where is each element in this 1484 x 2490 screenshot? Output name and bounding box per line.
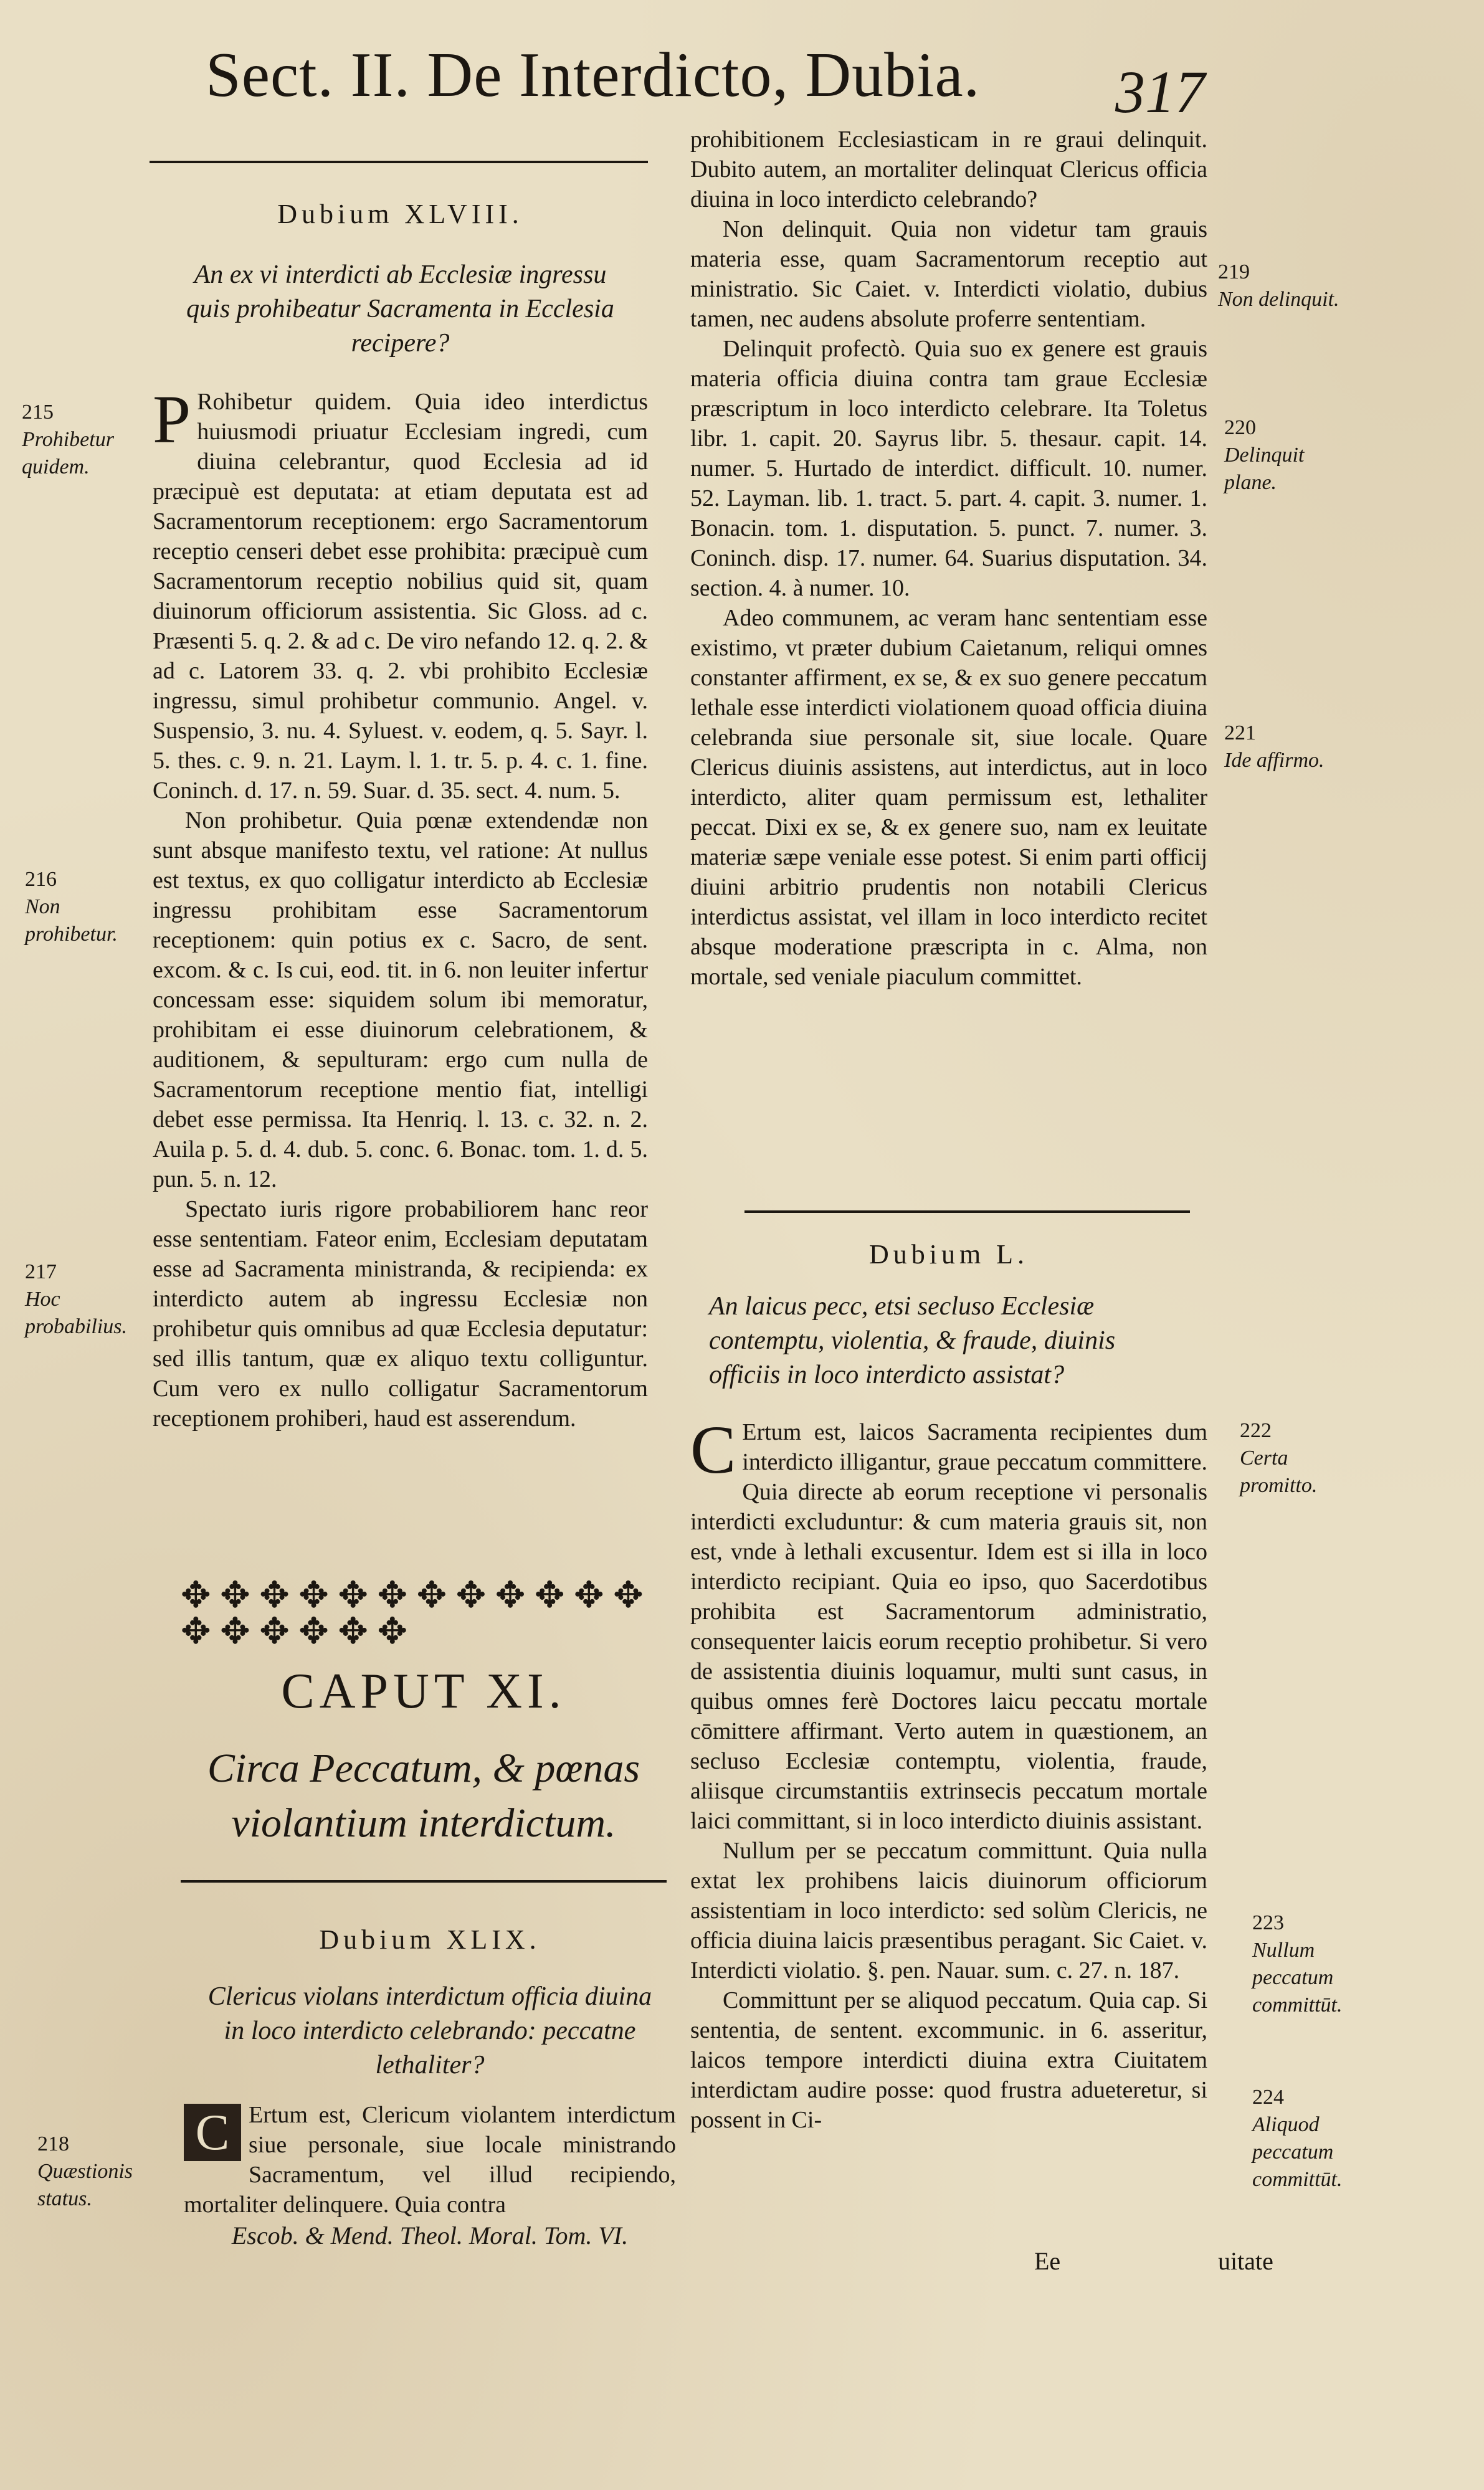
paragraph-218-text: Ertum est, Clericum violantem interdictum siue personale, siue locale ministrando Sacramentum, vel illud recipiendo, mortaliter delinquere. Quia contra [184,2102,676,2218]
paragraph-220: Delinquit profectò. Quia suo ex genere est grauis materia officia diuina contra tam graue Ecclesiæ præscriptum in loco interdicto celebrare. Ita Toletus libr. 1. capit. 20. Sayrus libr. 5. thesaur. capit. 14. numer. 5. Hurtado de interdict. difficult. 10. numer. 52. Layman. lib. 1. tract. 5. part. 4. capit. 3. numer. 1. Bonacin. tom. 1. disputation. 5. punct. 7. numer. 3. Coninch. disp. 17. numer. 64. Suarius disputation. 34. section. 4. à numer. 10. [690,336,1207,601]
paragraph-219: Non delinquit. Quia non videtur tam grauis materia esse, quam Sacramentorum receptio aut ministratio. Sic Caiet. v. Interdicti violatio, dubius tamen, nec audens absolute proferre sententiam. [690,216,1207,332]
paragraph-216: Non prohibetur. Quia pœnæ extendendæ non sunt absque manifesto textu, vel ratione: At nullus est textus, ex quo colligatur interdicto ab Ecclesiæ ingressu prohibitam esse Sacramentorum receptionem: quin potius ex c. Sacro, de sent. excom. & c. Is cui, eod. tit. in 6. non leuiter infertur concessam esse: siquidem solum ibi memoratur, prohibitam ei esse diuinorum celebrationem, & auditionem, & sepulturam: ergo cum nulla de Sacramentorum receptione mentio fiat, intelligi debet esse permissa. Ita Henriq. l. 13. c. 32. n. 2. Auila p. 5. d. 4. dub. 5. conc. 6. Bonac. tom. 1. d. 5. pun. 5. n. 12. [153,807,648,1192]
paragraph-217: Spectato iuris rigore probabiliorem hanc reor esse sententiam. Fateor enim, Ecclesiam deputatam esse ad Sacramenta ministranda, & recipienda: ex interdicto autem ab ingressu Ecclesiæ non prohibetur quis omnibus ad quæ Ecclesia deputatur: sed illis tantum, quæ ex aliquo textu colliguntur. Cum vero ex nullo colligatur Sacramentorum receptionem prohiberi, haud est asserendum. [153,1196,648,1432]
margin-text: Non delinquit. [1218,288,1339,311]
margin-text: Ide affirmo. [1224,749,1325,772]
dubium-50-heading: Dubium L. [868,1239,1029,1270]
dubium-49-question: Clericus violans interdictum officia diuina in loco interdicto celebrando: peccatne lethaliter? [207,1982,652,2079]
margin-note-224 [1252,2084,1377,2193]
ornament-row: ✥ ✥ ✥ ✥ ✥ ✥ ✥ ✥ ✥ ✥ ✥ ✥ ✥ ✥ ✥ ✥ ✥ ✥ [181,1575,644,1651]
margin-note-215 [22,399,121,481]
margin-text: Certa promitto. [1240,1447,1318,1497]
paragraph-222-text: Ertum est, laicos Sacramenta recipientes dum interdicto illigantur, graue peccatum committere. Quia directe ab eorum receptione vi personalis interdicti excluduntur: & cum materia grauis sit, non est, vnde à lethali excusentur. Idem est si illa in loco interdicto recipiant. Quia eo ipso, quo Sacerdotibus prohibita est Sacramentorum administratio, consequenter laicis eorum receptio prohibetur. Si vero de assistentia diuinis loquamur, multi sunt casus, in quibus omnes ferè Doctores laicu peccatu mortale cōmittere affirmant. Verto autem in quæstionem, an secluso Ecclesiæ contemptu, violentia, fraude, aliisque circumstantiis extrinsecis peccatum mortale laici committant, si in loco interdicto diuinis assistant. [690,1419,1207,1834]
paragraph-224: Committunt per se aliquod peccatum. Quia cap. Si sententia, de sentent. excommunic. in 6. asseritur, laicos tempore interdicti diuina extra Ciuitatem interdictam audire posse: quod frustra adueteretur, si possent in Ci- [690,1987,1207,2133]
paragraph-221: Adeo communem, ac veram hanc sententiam esse existimo, vt præter dubium Caietanum, reliqui omnes constanter affirment, ex se, & ex suo genere peccatum lethale esse interdicti violationem quoad officia diuina celebranda siue personale sit, siue locale. Quare Clericus diuinis assistens, aut interdictus, aut in loco interdicto, aliter quam permissum est, lethaliter peccat. Dixi ex se, & ex genere suo, nam ex leuitate materiæ sæpe veniale esse potest. Si enim parti officij diuini arbitrio prudentis non notabili Clericus interdictus assistat, vel illam in loco interdicto recitet absque moderatione præscripta in c. Alma, non mortale, sed veniale piaculum committet. [690,605,1207,990]
page-number: 317 [1115,59,1205,125]
rule-left-top [150,161,648,163]
margin-note-219 [1218,259,1343,313]
margin-note-220 [1224,414,1349,497]
margin-number: 215 [22,401,54,424]
margin-text: Non prohibetur. [25,895,118,946]
margin-number: 216 [25,868,57,891]
caput-block [181,1666,667,1851]
margin-number: 223 [1252,1911,1284,1934]
drop-capital-p: P [153,381,191,457]
margin-note-221 [1224,720,1361,774]
paragraph-continued: prohibitionem Ecclesiasticam in re graui delinquit. Dubito autem, an mortaliter delinquat Clericus officia diuina in loco interdicto celebrando? [690,126,1207,212]
footer-signature-line: Escob. & Mend. Theol. Moral. Tom. VI. [231,2222,629,2250]
margin-number: 217 [25,1260,57,1283]
margin-text: Delinquit plane. [1224,444,1305,494]
signature-mark: Ee [1034,2247,1061,2275]
dubium-50-question: An laicus pecc, etsi secluso Ecclesiæ contemptu, violentia, & fraude, diuinis officiis in loco interdicto assistat? [709,1292,1116,1389]
right-column-bottom [690,1240,1207,2135]
margin-number: 220 [1224,416,1256,439]
margin-number: 221 [1224,721,1256,744]
margin-number: 222 [1240,1419,1272,1442]
margin-number: 218 [37,2132,69,2155]
margin-text: Aliquod peccatum committūt. [1252,2113,1343,2191]
margin-note-218 [37,2131,143,2213]
right-column-top [690,125,1207,992]
running-header-title: Sect. II. De Interdicto, Dubia. [206,40,981,110]
drop-capital-c-right: C [690,1412,736,1488]
paragraph-215-text: Rohibetur quidem. Quia ideo interdictus huiusmodi priuatur Ecclesiam ingredi, cum diuina celebrantur, quod Ecclesia ad id præcipuè est deputata: at etiam deputata est ad Sacramentorum receptionem: ergo Sacramentorum receptio censeri debet esse prohibita: præcipuè cum Sacramentorum receptio nobilius quid sit, quam diuinorum officiorum assistentia. Sic Gloss. ad c. Præsenti 5. q. 2. & ad c. De viro nefando 12. q. 2. & ad c. Latorem 33. q. 2. vbi prohibito Ecclesiæ ingressu, simul prohibetur communio. Angel. v. Suspensio, 3. nu. 4. Syluest. v. eodem, q. 5. Sayr. l. 5. thes. c. 9. n. 21. Laym. l. 1. tr. 5. p. 4. c. 1. fine. Coninch. d. 17. n. 59. Suar. d. 35. sect. 4. num. 5. [153,389,648,804]
caput-title: CAPUT XI. [281,1664,566,1719]
margin-text: Prohibetur quidem. [22,428,114,478]
rule-caput-bottom [181,1880,667,1883]
paragraph-223: Nullum per se peccatum committunt. Quia nulla extat lex prohibens laicis diuinorum officiorum assistentiam in loco interdicto: sed solùm Clericis, ne officia diuina laicis præsentibus peragant. Sic Caiet. v. Interdicti violatio. §. pen. Nauar. sum. c. 27. n. 187. [690,1838,1207,1984]
margin-note-222 [1240,1417,1364,1499]
margin-note-216 [25,866,125,948]
catchword: uitate [1218,2247,1273,2275]
margin-number: 219 [1218,260,1250,283]
margin-text: Quæstionis status. [37,2160,133,2210]
dubium-48-question: An ex vi interdicti ab Ecclesiæ ingressu quis prohibeatur Sacramenta in Ecclesia recipere? [186,260,614,358]
margin-note-217 [25,1258,128,1341]
margin-text: Hoc probabilius. [25,1288,128,1338]
rule-right-top [744,1210,1190,1213]
left-column-bottom [184,1925,676,2248]
paragraph-215 [153,381,648,805]
paragraph-222 [690,1412,1207,1836]
margin-number: 224 [1252,2086,1284,2109]
margin-note-223 [1252,1909,1377,2019]
drop-capital-c: C [184,2104,241,2161]
left-column-top [153,199,648,1433]
dubium-49-heading: Dubium XLIX. [319,1924,541,1955]
margin-text: Nullum peccatum committūt. [1252,1939,1343,2017]
caput-subtitle: Circa Peccatum, & pœnas violantium interdictum. [207,1746,640,1846]
paragraph-218 [184,2100,676,2220]
dubium-48-heading: Dubium XLVIII. [277,199,523,229]
